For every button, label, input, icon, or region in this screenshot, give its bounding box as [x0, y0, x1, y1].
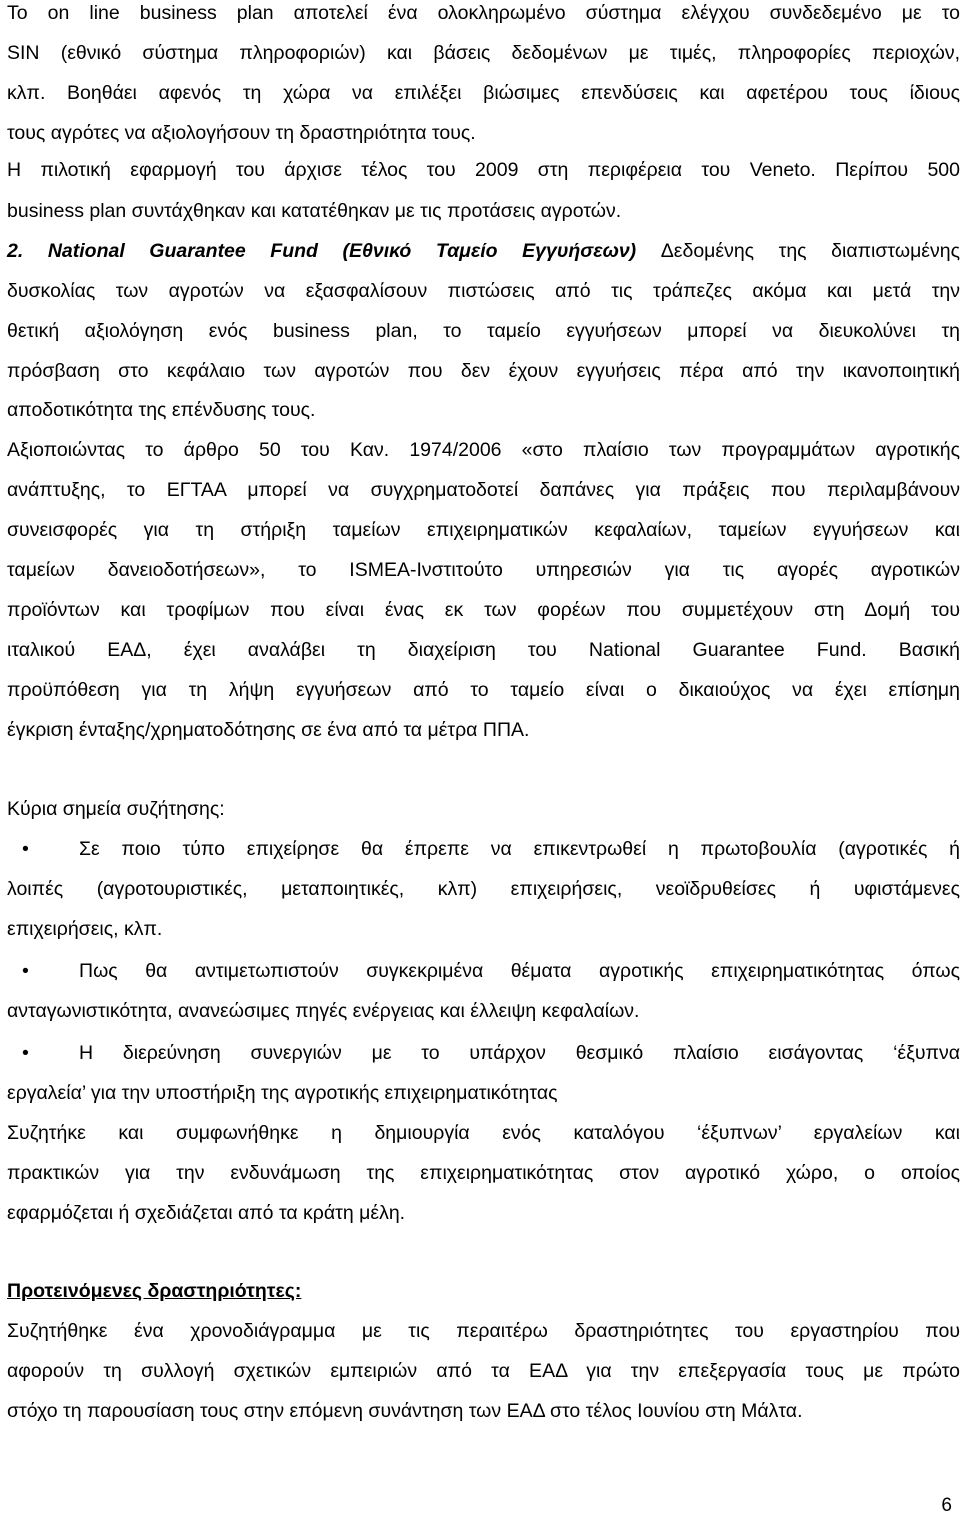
text-line	[7, 239, 960, 263]
bullet-item-line: λοιπές (αγροτουριστικές, μεταποιητικές, κλπ) επιχειρήσεις, νεοϊδρυθείσες ή υφιστάμενες	[7, 878, 960, 900]
text-line: ταμείων δανειοδοτήσεων», το ISMEA-Ινστιτούτο υπηρεσιών για τις αγορές αγροτικών	[7, 559, 960, 581]
bullet-icon: •	[22, 838, 29, 860]
text-line: θετική αξιολόγηση ενός business plan, το ταμείο εγγυήσεων μπορεί να διευκολύνει τη	[7, 320, 960, 342]
discussion-heading: Κύρια σημεία συζήτησης:	[7, 798, 225, 820]
text-line: ανάπτυξης, το ΕΓΤΑΑ μπορεί να συγχρηματοδοτεί δαπάνες για πράξεις που περιλαμβάνουν	[7, 479, 960, 501]
text-line: Η πιλοτική εφαρμογή του άρχισε τέλος του 2009 στη περιφέρεια του Veneto. Περίπου 500	[7, 159, 960, 181]
bullet-icon: •	[22, 1042, 29, 1064]
text-line: συνεισφορές για τη στήριξη ταμείων επιχειρηματικών κεφαλαίων, ταμείων εγγυήσεων και	[7, 519, 960, 541]
text-line: Συζητήκε και συμφωνήθηκε η δημιουργία ενός καταλόγου ‘έξυπνων’ εργαλείων και	[7, 1122, 960, 1144]
text-line: δυσκολίας των αγροτών να εξασφαλίσουν πιστώσεις από τις τράπεζες ακόμα και μετά την	[7, 280, 960, 302]
text-line: πρόσβαση στο κεφάλαιο των αγροτών που δεν έχουν εγγυήσεις πέρα από την ικανοποιητική	[7, 360, 960, 382]
bullet-item-line: Πως θα αντιμετωπιστούν συγκεκριμένα θέματα αγροτικής επιχειρηματικότητας όπως	[79, 960, 960, 982]
text-line: στόχο τη παρουσίαση τους στην επόμενη συνάντηση των ΕΑΔ στο τέλος Ιουνίου στη Μάλτα.	[7, 1400, 803, 1422]
text-line: Το on line business plan αποτελεί ένα ολοκληρωμένο σύστημα ελέγχου συνδεδεμένο με το	[7, 2, 960, 24]
text-line: αποδοτικότητα της επένδυσης τους.	[7, 399, 316, 421]
text-line: τους αγρότες να αξιολογήσουν τη δραστηριότητα τους.	[7, 122, 476, 144]
text-span: Δεδομένης της διαπιστωμένης	[636, 240, 960, 262]
text-line: προϊόντων και τροφίμων που είναι ένας εκ των φορέων που συμμετέχουν στη Δομή του	[7, 599, 960, 621]
text-line: ιταλικού ΕΑΔ, έχει αναλάβει τη διαχείριση του National Guarantee Fund. Βασική	[7, 639, 960, 661]
text-line: κλπ. Βοηθάει αφενός τη χώρα να επιλέξει βιώσιμες επενδύσεις και αφετέρου τους ίδιους	[7, 82, 960, 104]
bullet-icon: •	[22, 960, 29, 982]
bullet-item-line: Η διερεύνηση συνεργιών με το υπάρχον θεσμικό πλαίσιο εισάγοντας ‘έξυπνα	[79, 1042, 960, 1064]
section-title-national-guarantee-fund: 2. National Guarantee Fund (Εθνικό Ταμείο Εγγυήσεων)	[7, 240, 637, 262]
bullet-item-line: εργαλεία’ για την υποστήριξη της αγροτικής επιχειρηματικότητας	[7, 1082, 558, 1104]
proposed-heading: Προτεινόμενες δραστηριότητες:	[7, 1280, 302, 1302]
text-line: προϋπόθεση για τη λήψη εγγυήσεων από το ταμείο είναι ο δικαιούχος να έχει επίσημη	[7, 679, 960, 701]
text-line: Αξιοποιώντας το άρθρο 50 του Καν. 1974/2006 «στο πλαίσιο των προγραμμάτων αγροτικής	[7, 439, 960, 461]
text-line: εφαρμόζεται ή σχεδιάζεται από τα κράτη μέλη.	[7, 1202, 406, 1224]
text-line: πρακτικών για την ενδυνάμωση της επιχειρηματικότητας στον αγροτικό χώρο, ο οποίος	[7, 1162, 960, 1184]
bullet-item-line: ανταγωνιστικότητα, ανανεώσιμες πηγές ενέργειας και έλλειψη κεφαλαίων.	[7, 1000, 640, 1022]
text-line: έγκριση ένταξης/χρηματοδότησης σε ένα από τα μέτρα ΠΠΑ.	[7, 719, 530, 741]
text-line: αφορούν τη συλλογή σχετικών εμπειριών από τα ΕΑΔ για την επεξεργασία τους με πρώτο	[7, 1360, 960, 1382]
text-line: Συζητήθηκε ένα χρονοδιάγραμμα με τις περαιτέρω δραστηριότητες του εργαστηρίου που	[7, 1320, 960, 1342]
text-line: SIN (εθνικό σύστημα πληροφοριών) και βάσεις δεδομένων με τιμές, πληροφορίες περιοχών,	[7, 42, 960, 64]
proposed-heading-line	[7, 1279, 960, 1303]
bullet-item-line: επιχειρήσεις, κλπ.	[7, 918, 163, 940]
text-line: business plan συντάχθηκαν και κατατέθηκαν με τις προτάσεις αγροτών.	[7, 200, 622, 222]
page-number: 6	[941, 1495, 952, 1516]
bullet-item-line: Σε ποιο τύπο επιχείρησε θα έπρεπε να επικεντρωθεί η πρωτοβουλία (αγροτικές ή	[79, 838, 960, 860]
